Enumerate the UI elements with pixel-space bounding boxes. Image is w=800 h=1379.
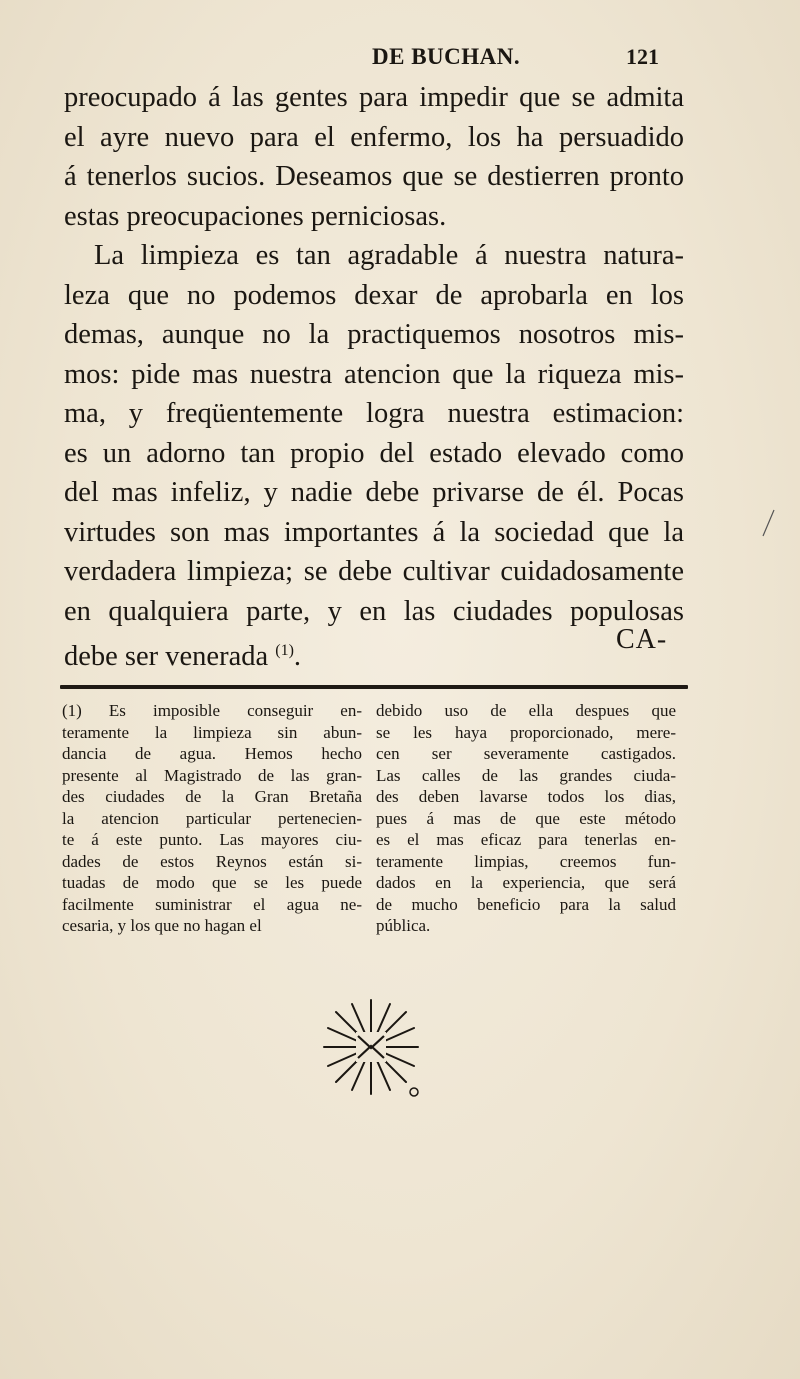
page-number: 121: [626, 44, 659, 69]
page-header: [0, 44, 800, 78]
footnote-line: tuadas de modo que se les puede: [62, 873, 362, 892]
margin-pencil-mark: [760, 508, 776, 538]
footnote-line: pública.: [376, 916, 431, 935]
footnote-line: des deben lavarse todos los dias,: [376, 787, 676, 806]
body-line: es un adorno tan propio del estado elevado como: [64, 437, 684, 469]
footnote-line: de mucho beneficio para la salud: [376, 894, 676, 914]
footnote-line: facilmente suministrar el agua ne-: [62, 894, 362, 914]
footnote-line: debido uso de ella despues que: [376, 701, 676, 720]
footnote-reference[interactable]: (1): [275, 642, 294, 659]
body-line: demas, aunque no la practiquemos nosotros mis-: [64, 319, 684, 350]
end-punctuation: .: [293, 641, 302, 672]
body-line: ma, y freqüentemente logra nuestra estimacion:: [64, 398, 684, 429]
running-head: DE BUCHAN.: [372, 44, 521, 69]
body-line: preocupado á las gentes para impedir que se admita: [64, 82, 684, 113]
body-line: estas preocupaciones perniciosas.: [64, 200, 447, 232]
footnote-line: es el mas eficaz para tenerlas en-: [376, 830, 676, 849]
footnote-line: teramente limpias, creemos fun-: [376, 851, 676, 871]
tailpiece-ornament-icon: [316, 992, 426, 1102]
footnote-line: des ciudades de la Gran Bretaña: [62, 787, 362, 806]
footnote-line: presente al Magistrado de las gran-: [62, 765, 362, 785]
footnote-line: Las calles de las grandes ciuda-: [376, 765, 676, 785]
body-line: virtudes son mas importantes á la sociedad que la: [64, 516, 684, 548]
body-last-line: [64, 631, 684, 671]
footnote-column-right: [376, 700, 676, 937]
footnote-column-left: [62, 700, 362, 937]
footnote-line: te á este punto. Las mayores ciu-: [62, 830, 362, 849]
body-line: mos: pide mas nuestra atencion que la riqueza mis-: [64, 358, 684, 390]
footnote-rule: [60, 685, 688, 689]
footnote-line: teramente la limpieza sin abun-: [62, 722, 362, 742]
footnote-line: cen ser severamente castigados.: [376, 744, 676, 763]
footnote-line: pues á mas de que este método: [376, 808, 676, 828]
body-line: verdadera limpieza; se debe cultivar cuidadosamente: [64, 556, 684, 587]
body-line: del mas infeliz, y nadie debe privarse de él. Pocas: [64, 477, 684, 508]
footnote-line: dados en la experiencia, que será: [376, 873, 676, 892]
footnote-line: se les haya proporcionado, mere-: [376, 722, 676, 742]
body-line: en qualquiera parte, y en las ciudades populosas: [64, 595, 684, 627]
footnote-line: (1) Es imposible conseguir en-: [62, 701, 362, 720]
body-text: [64, 78, 684, 671]
footnote-line: dades de estos Reynos están si-: [62, 851, 362, 871]
footnote-line: la atencion particular pertenecien-: [62, 808, 362, 828]
catchword: CA-: [616, 624, 668, 655]
body-line: La limpieza es tan agradable á nuestra natura-: [94, 240, 684, 271]
body-line: á tenerlos sucios. Deseamos que se destierren pronto: [64, 161, 684, 192]
body-last-line-text: debe ser venerada: [64, 641, 269, 672]
body-line: el ayre nuevo para el enfermo, los ha persuadido: [64, 121, 684, 153]
footnote-line: cesaria, y los que no hagan el: [62, 916, 262, 935]
footnote-line: dancia de agua. Hemos hecho: [62, 744, 362, 763]
body-line: leza que no podemos dexar de aprobarla en los: [64, 279, 684, 311]
